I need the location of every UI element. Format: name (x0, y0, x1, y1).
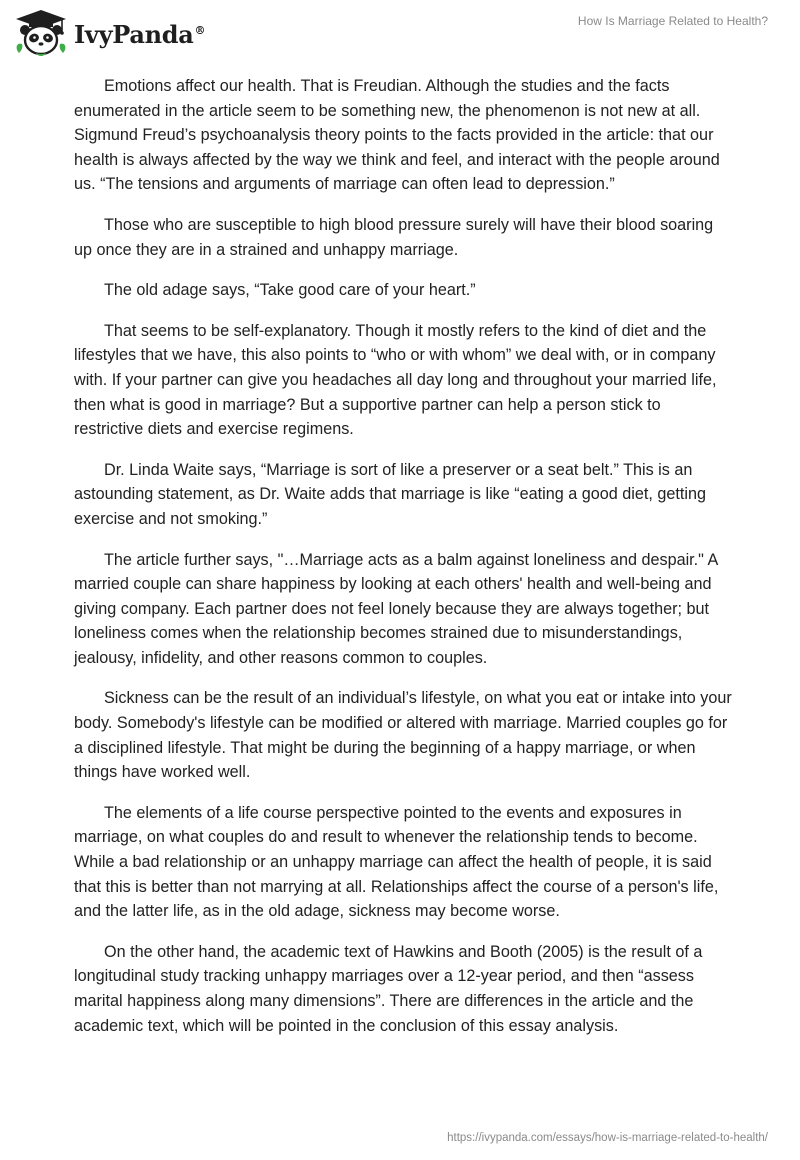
paragraph: The article further says, "…Marriage acts as a balm against loneliness and despair." A married couple can share happiness by looking at each others' health and well-being and giving company. Each partner does not feel lonely because they are always together; but loneliness comes when the relationship becomes strained due to misunderstandings, jealousy, infidelity, and other reasons common to couples. (74, 550, 718, 667)
paragraph: Those who are susceptible to high blood pressure surely will have their blood soaring up once they are in a strained and unhappy marriage. (74, 215, 714, 259)
essay-body (74, 74, 734, 1054)
paragraph: Emotions affect our health. That is Freudian. Although the studies and the facts enumerated in the article seem to be something new, the phenomenon is not new at all. Sigmund Freud’s psychoanalysis theory points to the facts provided in the article: that our health is always affected by the way we think and feel, and interact with the people around us. “The tensions and arguments of marriage can often lead to depression.” (74, 77, 720, 194)
page-header (0, 0, 800, 66)
paragraph: Sickness can be the result of an individual’s lifestyle, on what you eat or intake into your body. Somebody's lifestyle can be modified or altered with marriage. Married couples go for a disciplined lifestyle. That might be during the beginning of a happy marriage, or when things have worked well. (74, 689, 732, 782)
ivypanda-logo[interactable] (14, 8, 205, 58)
paragraph: That seems to be self-explanatory. Though it mostly refers to the kind of diet and the lifestyles that we have, this also points to “who or with whom” we deal with, or in company with. If your partner can give you headaches all day long and throughout your married life, then what is good in marriage? But a supportive partner can help a person stick to restrictive diets and exercise regimens. (74, 321, 717, 439)
panda-graduate-icon (14, 8, 68, 58)
registered-mark: ® (194, 23, 206, 37)
paragraph: The elements of a life course perspective pointed to the events and exposures in marriage, on what couples do and result to whenever the relationship tends to become. While a bad relationship or an unhappy marriage can affect the health of people, it is said that this is better than not marrying at all. Relationships affect the course of a person's life, and the latter life, as in the old adage, sickness may become worse. (74, 803, 719, 921)
paragraph: The old adage says, “Take good care of your heart.” (104, 281, 476, 300)
brand-name (74, 20, 205, 49)
page-title: How Is Marriage Related to Health? (577, 14, 768, 28)
brand-name-text: IvyPanda (74, 19, 194, 49)
source-url[interactable]: https://ivypanda.com/essays/how-is-marriage-related-to-health/ (447, 1132, 768, 1144)
paragraph: On the other hand, the academic text of Hawkins and Booth (2005) is the result of a longitudinal study tracking unhappy marriages over a 12-year period, and then “assess marital happiness along many dimensions”. There are differences in the article and the academic text, which will be pointed in the conclusion of this essay analysis. (74, 942, 703, 1035)
paragraph: Dr. Linda Waite says, “Marriage is sort of like a preserver or a seat belt.” This is an astounding statement, as Dr. Waite adds that marriage is like “eating a good diet, getting exercise and not smoking.” (74, 460, 706, 528)
